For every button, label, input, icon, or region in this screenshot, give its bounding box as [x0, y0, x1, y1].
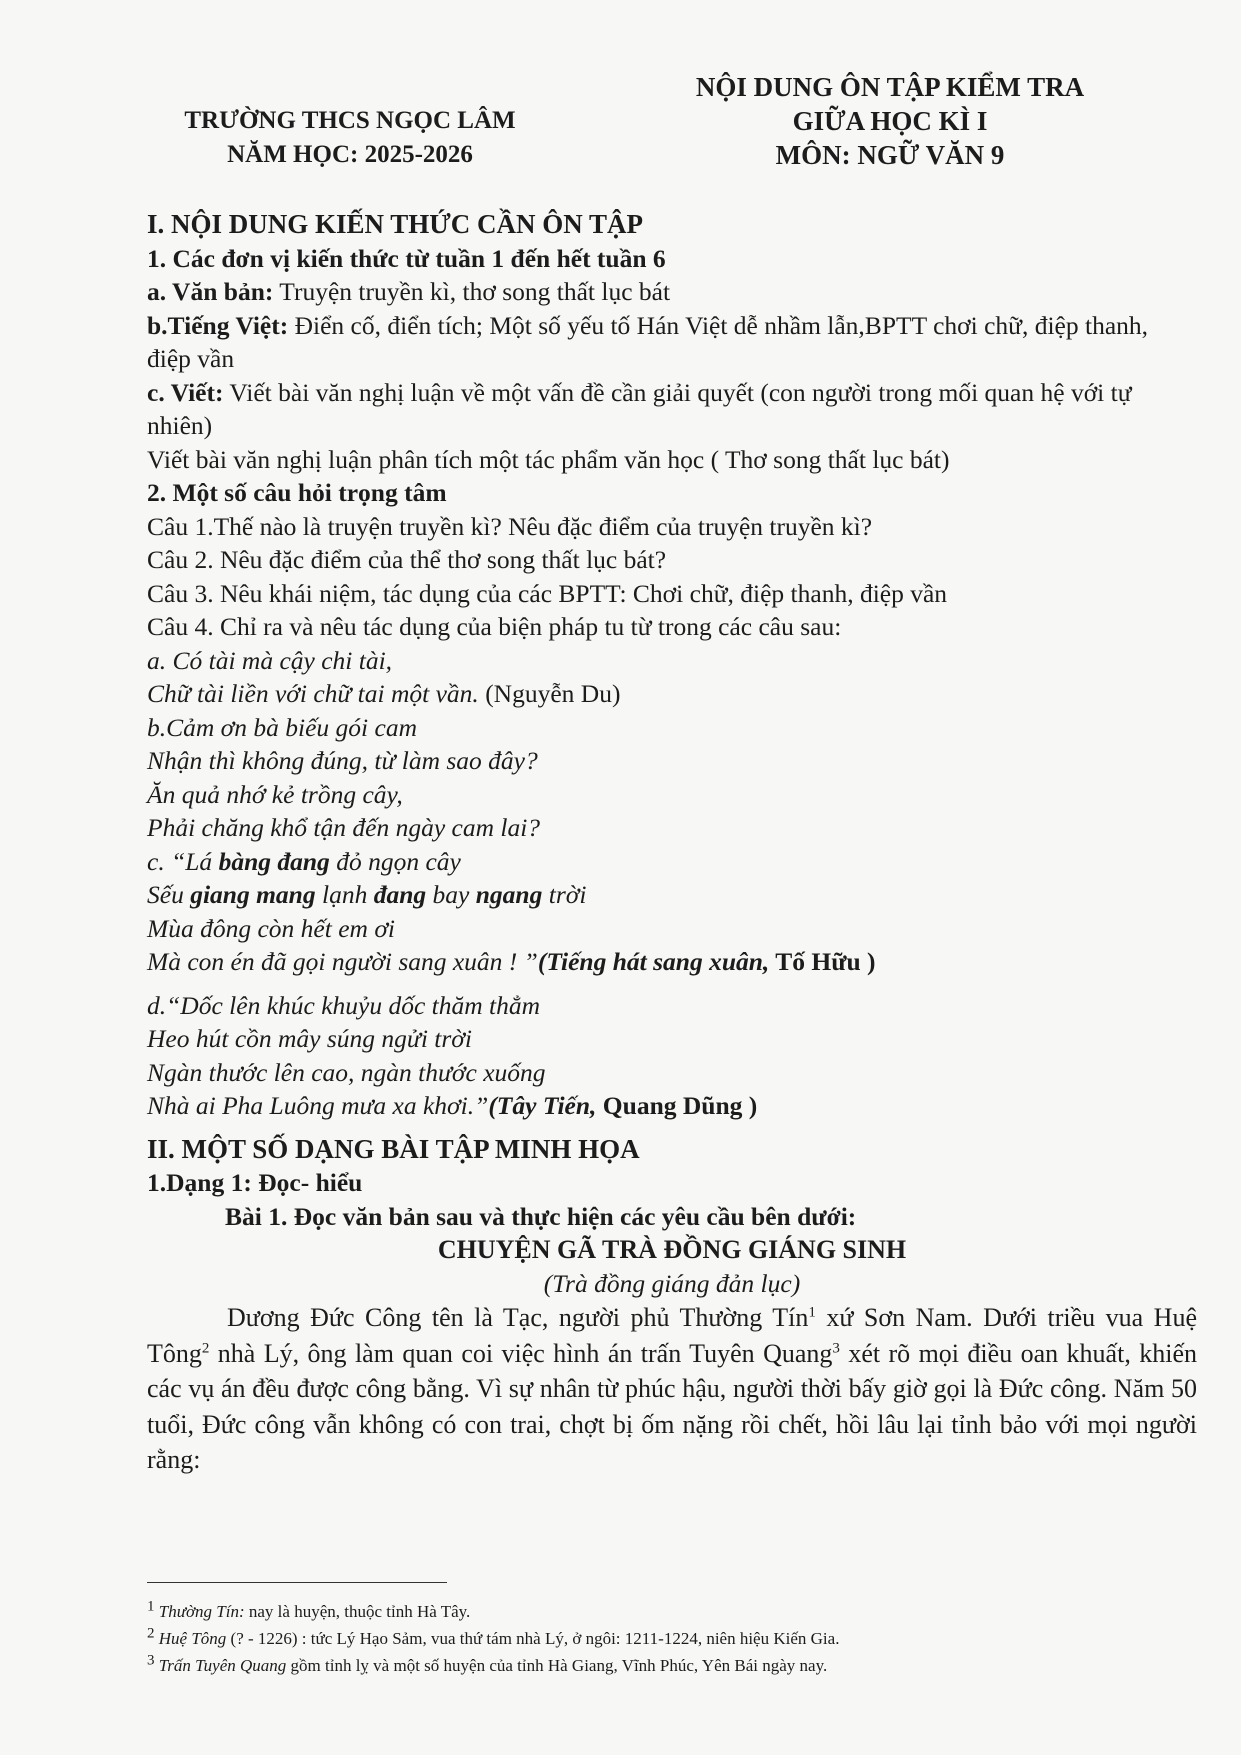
poem-c-line2-pre: Sếu: [147, 880, 191, 909]
poem-c-line1: [147, 845, 1197, 879]
doc-title-line3: MÔN: NGỮ VĂN 9: [775, 140, 1005, 170]
poem-c-line2-bold2: đang: [373, 880, 427, 909]
item-c-text2: Viết bài văn nghị luận phân tích một tác phẩm văn học ( Thơ song thất lục bát): [147, 444, 950, 474]
poem-c-line4-text: Mà con én đã gọi người sang xuân ! ”: [147, 947, 538, 976]
poem-d-line1: d.“Dốc lên khúc khuỷu dốc thăm thẳm: [147, 990, 541, 1020]
footnote-3-number: 3: [147, 1652, 155, 1669]
footnote-3: [147, 1652, 1147, 1679]
footnote-1-number: 1: [147, 1598, 155, 1615]
footnote-ref-1: 1: [808, 1304, 816, 1321]
poem-c-line2-post: trời: [542, 880, 587, 909]
section2-sub1: 1.Dạng 1: Đọc- hiểu: [147, 1168, 363, 1197]
footnote-2-text: (? - 1226) : tức Lý Hạo Sảm, vua thứ tám nhà Lý, ở ngôi: 1211-1224, niên hiệu Kiến Gia.: [226, 1629, 840, 1648]
poem-c-author: Tố Hữu ): [769, 947, 876, 976]
item-a: [147, 275, 1197, 309]
footnote-3-term: Trấn Tuyên Quang: [154, 1656, 287, 1675]
poem-c-line3: Mùa đông còn hết em ơi: [147, 913, 396, 943]
item-c: [147, 376, 1197, 443]
story-text-3: nhà Lý, ông làm quan coi việc hình án trấn Tuyên Quang: [209, 1338, 833, 1368]
poem-c-line2-bold1: giang mang: [190, 880, 316, 909]
story-text-2: xứ Sơn Nam. Dưới triều vua Huệ Tông: [147, 1303, 1197, 1368]
section1-sub2: 2. Một số câu hỏi trọng tâm: [147, 478, 447, 507]
poem-d-source: (Tây Tiến,: [488, 1091, 597, 1120]
poem-b-line2: Nhận thì không đúng, từ làm sao đây?: [147, 746, 538, 775]
section2-heading: II. MỘT SỐ DẠNG BÀI TẬP MINH HỌA: [147, 1133, 640, 1164]
poem-d-author: Quang Dũng ): [596, 1091, 758, 1120]
footnote-2: [147, 1625, 1147, 1652]
footnote-1: [147, 1598, 1147, 1625]
item-a-label: a. Văn bản:: [147, 277, 274, 306]
poem-a-line1: a. Có tài mà cậy chi tài,: [147, 645, 393, 675]
story-subtitle: (Trà đồng giáng đản lục): [543, 1268, 801, 1298]
question-2: Câu 2. Nêu đặc điểm của thể thơ song thất lục bát?: [147, 545, 667, 574]
poem-a-author: (Nguyễn Du): [478, 679, 621, 708]
question-1: Câu 1.Thế nào là truyện truyền kì? Nêu đặc điểm của truyện truyền kì?: [147, 511, 873, 541]
poem-c-line2-bold3: ngang: [475, 880, 543, 909]
doc-title-line2: GIỮA HỌC KÌ I: [792, 106, 988, 136]
header-right: [660, 70, 1120, 172]
item-b-label: b.Tiếng Việt:: [147, 310, 289, 340]
footnote-1-text: nay là huyện, thuộc tỉnh Hà Tây.: [244, 1602, 471, 1621]
poem-d-line3: Ngàn thước lên cao, ngàn thước xuống: [147, 1057, 546, 1087]
document-body: [147, 208, 1197, 1478]
footnote-ref-3: 3: [832, 1339, 840, 1356]
poem-c-line1-post: đỏ ngọn cây: [329, 846, 461, 876]
header-left: [160, 104, 540, 172]
poem-d-line2: Heo hút cồn mây súng ngửi trời: [147, 1024, 472, 1053]
poem-c-line2: [147, 878, 1197, 912]
exercise-1-instruction: Bài 1. Đọc văn bản sau và thực hiện các yêu cầu bên dưới:: [225, 1201, 857, 1231]
poem-a-line2-text: Chữ tài liền với chữ tai một vần.: [147, 679, 479, 708]
poem-c-line1-bold: bàng đang: [218, 846, 330, 876]
item-b-text: Điển cố, điển tích; Một số yếu tố Hán Việt dễ nhầm lẫn,BPTT chơi chữ, điệp thanh, điệp vần: [147, 310, 1149, 373]
footnote-2-term: Huệ Tông: [154, 1629, 227, 1648]
section1-heading: I. NỘI DUNG KIẾN THỨC CẦN ÔN TẬP: [147, 209, 644, 239]
footnotes: [147, 1598, 1147, 1679]
item-b: [147, 309, 1197, 376]
school-year: NĂM HỌC: 2025-2026: [227, 141, 473, 168]
poem-c-line4: [147, 945, 1197, 979]
poem-d-line4: [147, 1089, 1197, 1123]
story-text-1: Dương Đức Công tên là Tạc, người phủ Thường Tín: [227, 1303, 809, 1332]
question-3: Câu 3. Nêu khái niệm, tác dụng của các BPTT: Chơi chữ, điệp thanh, điệp vần: [147, 578, 948, 608]
story-text-4: xét rõ mọi điều oan khuất, khiến các vụ án đều được công bằng. Vì sự nhân từ phúc hậu, người thời bấy giờ gọi là Đức công. Năm 50 tuổi, Đức công vẫn không có con trai, chợt bị ốm nặng rồi chết, hồi lâu lại tỉnh bảo với mọi người rằng:: [147, 1338, 1197, 1474]
footnote-2-number: 2: [147, 1625, 155, 1642]
section1-sub1: 1. Các đơn vị kiến thức từ tuần 1 đến hết tuần 6: [147, 243, 666, 273]
item-a-text: Truyện truyền kì, thơ song thất lục bát: [273, 277, 671, 306]
poem-a-line2: [147, 677, 1197, 711]
footnote-3-text: gồm tỉnh lỵ và một số huyện của tỉnh Hà Giang, Vĩnh Phúc, Yên Bái ngày nay.: [286, 1656, 828, 1675]
poem-c-source: (Tiếng hát sang xuân,: [537, 947, 770, 976]
story-paragraph: [147, 1300, 1197, 1478]
question-4: Câu 4. Chỉ ra và nêu tác dụng của biện pháp tu từ trong các câu sau:: [147, 612, 842, 641]
poem-c-line2-mid2: bay: [426, 880, 476, 909]
footnote-divider: [147, 1582, 447, 1583]
poem-c-line1-pre: c. “Lá: [147, 846, 219, 876]
item-c-text: Viết bài văn nghị luận về một vấn đề cần giải quyết (con người trong mối quan hệ với tự nhiên): [147, 377, 1132, 440]
footnote-ref-2: 2: [201, 1339, 210, 1356]
story-title: CHUYỆN GÃ TRÀ ĐỒNG GIÁNG SINH: [437, 1235, 907, 1264]
item-c-label: c. Viết:: [147, 377, 224, 407]
poem-b-line4: Phải chăng khổ tận đến ngày cam lai?: [147, 813, 541, 842]
poem-b-line3: Ăn quả nhớ kẻ trồng cây,: [147, 779, 403, 809]
footnote-1-term: Thường Tín:: [154, 1602, 245, 1621]
school-name: TRƯỜNG THCS NGỌC LÂM: [184, 107, 516, 134]
poem-c-line2-mid: lạnh: [315, 880, 374, 909]
doc-title-line1: NỘI DUNG ÔN TẬP KIỂM TRA: [695, 72, 1085, 102]
poem-d-line4-text: Nhà ai Pha Luông mưa xa khơi.”: [147, 1091, 489, 1120]
poem-b-line1: b.Cảm ơn bà biếu gói cam: [147, 712, 418, 742]
